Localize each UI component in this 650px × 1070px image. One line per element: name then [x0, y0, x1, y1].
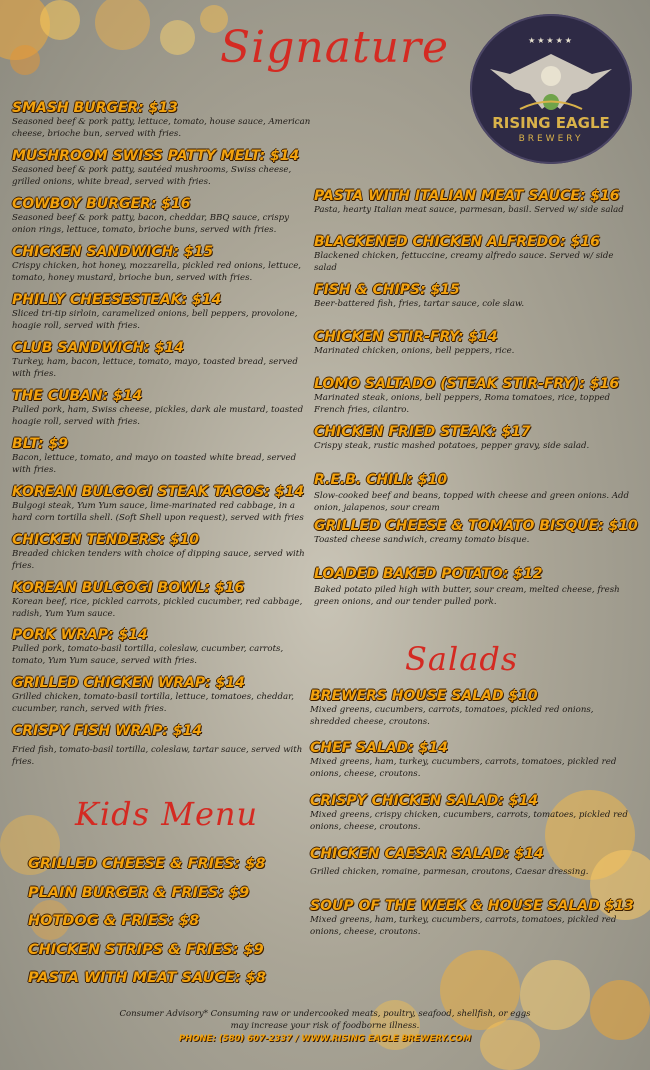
menu-item	[12, 148, 312, 188]
menu-item	[12, 532, 312, 572]
item-description: Crispy steak, rustic mashed potatoes, pepper gravy, side salad.	[314, 441, 590, 451]
item-name: CHEF SALAD: $14	[310, 740, 448, 756]
item-description: Seasoned beef & pork patty, sautéed mushrooms, Swiss cheese, grilled onions, white bread, served with fries.	[12, 165, 292, 187]
item-description: Turkey, ham, bacon, lettuce, tomato, mayo, toasted bread, served with fries.	[12, 357, 298, 379]
item-name: CHICKEN SANDWICH: $15	[12, 244, 214, 260]
kids-item: HOTDOG & FRIES: $8	[28, 913, 200, 929]
item-name: LOADED BAKED POTATO: $12	[314, 566, 543, 582]
item-description: Breaded chicken tenders with choice of dipping sauce, served with fries.	[12, 549, 305, 571]
item-name: CHICKEN TENDERS: $10	[12, 532, 200, 548]
item-description: Marinated chicken, onions, bell peppers, rice.	[314, 346, 515, 356]
kids-menu-heading: Kids Menu	[75, 795, 259, 833]
item-name: LOMO SALTADO (STEAK STIR-FRY): $16	[314, 376, 620, 392]
item-description: Slow-cooked beef and beans, topped with cheese and green onions. Add onion, jalapenos, sour cream	[314, 491, 630, 513]
menu-item	[310, 898, 636, 938]
item-description: Baked potato piled high with butter, sour cream, melted cheese, fresh green onions, and our tender pulled pork.	[314, 585, 620, 607]
item-description: Korean beef, rice, pickled carrots, pickled cucumber, red cabbage, radish, Yum Yum sauce.	[12, 597, 303, 619]
item-description: Mixed greens, ham, turkey, cucumbers, carrots, tomatoes, pickled red onions, cheese, croutons.	[310, 757, 617, 779]
menu-item	[12, 100, 312, 140]
menu-item	[314, 424, 636, 453]
item-description: Sliced tri-tip sirloin, caramelized onions, bell peppers, provolone, hoagie roll, served with fries.	[12, 309, 298, 331]
menu-item	[314, 566, 636, 608]
consumer-advisory: may increase your risk of foodborne illness.	[230, 1021, 420, 1031]
menu-item	[314, 376, 636, 416]
menu-item	[12, 484, 312, 524]
item-name: GRILLED CHEESE & TOMATO BISQUE: $10	[314, 518, 638, 534]
logo-name: RISING EAGLE	[492, 114, 610, 132]
menu-item	[310, 740, 636, 780]
contact-info: PHONE: (580) 607-2337 / WWW.RISING EAGLE BREWERY.COM	[178, 1034, 472, 1044]
item-name: PHILLY CHEESESTEAK: $14	[12, 292, 222, 308]
kids-item: PLAIN BURGER & FRIES: $9	[28, 885, 250, 901]
item-name: CRISPY CHICKEN SALAD: $14	[310, 793, 539, 809]
item-description: Blackened chicken, fettuccine, creamy alfredo sauce. Served w/ side salad	[314, 251, 614, 273]
item-description: Fried fish, tomato-basil tortilla, coleslaw, tartar sauce, served with fries.	[12, 745, 303, 767]
item-name: R.E.B. CHILI: $10	[314, 472, 448, 488]
menu-item	[314, 518, 636, 547]
item-name: MUSHROOM SWISS PATTY MELT: $14	[12, 148, 300, 164]
menu-item	[310, 688, 636, 728]
kids-item: CHICKEN STRIPS & FRIES: $9	[28, 942, 264, 958]
item-name: SMASH BURGER: $13	[12, 100, 178, 116]
item-description: Crispy chicken, hot honey, mozzarella, pickled red onions, lettuce, tomato, honey mustard, brioche bun, served with fries.	[12, 261, 302, 283]
item-description: Mixed greens, ham, turkey, cucumbers, carrots, tomatoes, pickled red onions, cheese, croutons.	[310, 915, 617, 937]
menu-item	[310, 846, 636, 879]
item-name: PORK WRAP: $14	[12, 627, 148, 643]
item-name: PASTA WITH ITALIAN MEAT SAUCE: $16	[314, 188, 620, 204]
menu-item	[12, 292, 312, 332]
footer	[80, 1008, 570, 1044]
menu-item	[12, 436, 312, 476]
item-description: Mixed greens, cucumbers, carrots, tomatoes, pickled red onions, shredded cheese, croutons.	[310, 705, 594, 727]
menu-item	[12, 244, 312, 284]
bokeh-decoration	[95, 0, 150, 50]
item-name: CRISPY FISH WRAP: $14	[12, 723, 203, 739]
item-description: Grilled chicken, tomato-basil tortilla, lettuce, tomatoes, cheddar, cucumber, ranch, served with fries.	[12, 692, 295, 714]
bokeh-decoration	[160, 20, 195, 55]
item-description: Pulled pork, tomato-basil tortilla, coleslaw, cucumber, carrots, tomato, Yum Yum sauce, served with fries.	[12, 644, 284, 666]
item-description: Seasoned beef & pork patty, bacon, cheddar, BBQ sauce, crispy onion rings, lettuce, tomato, brioche buns, served with fries.	[12, 213, 290, 235]
item-description: Seasoned beef & pork patty, lettuce, tomato, house sauce, American cheese, brioche bun, served with fries.	[12, 117, 311, 139]
kids-item: PASTA WITH MEAT SAUCE: $8	[28, 970, 266, 986]
consumer-advisory: Consumer Advisory* Consuming raw or undercooked meats, poultry, seafood, shellfish, or eggs	[119, 1009, 531, 1019]
menu-item	[12, 388, 312, 428]
item-name: KOREAN BULGOGI STEAK TACOS: $14	[12, 484, 305, 500]
item-name: BLT: $9	[12, 436, 69, 452]
menu-item	[310, 793, 636, 833]
item-description: Beer-battered fish, fries, tartar sauce, cole slaw.	[314, 299, 525, 309]
menu-item	[12, 340, 312, 380]
item-description: Mixed greens, crispy chicken, cucumbers, carrots, tomatoes, pickled red onions, cheese, croutons.	[310, 810, 628, 832]
item-description: Bacon, lettuce, tomato, and mayo on toasted white bread, served with fries.	[12, 453, 297, 475]
item-name: CHICKEN STIR-FRY: $14	[314, 329, 498, 345]
bokeh-decoration	[10, 45, 40, 75]
menu-item	[314, 188, 636, 217]
item-description: Bulgogi steak, Yum Yum sauce, lime-marinated red cabbage, in a hard corn tortilla shell. (Soft Shell upon request), served with fries	[12, 501, 304, 523]
item-description: Pulled pork, ham, Swiss cheese, pickles, dark ale mustard, toasted hoagie roll, served with fries.	[12, 405, 304, 427]
signature-heading: Signature	[220, 22, 450, 73]
item-name: THE CUBAN: $14	[12, 388, 143, 404]
kids-item: GRILLED CHEESE & FRIES: $8	[28, 856, 266, 872]
item-name: GRILLED CHICKEN WRAP: $14	[12, 675, 245, 691]
item-description: Grilled chicken, romaine, parmesan, croutons, Caesar dressing.	[310, 867, 589, 877]
item-name: BLACKENED CHICKEN ALFREDO: $16	[314, 234, 600, 250]
item-name: CHICKEN CAESAR SALAD: $14	[310, 846, 544, 862]
item-description: Pasta, hearty Italian meat sauce, parmesan, basil. Served w/ side salad	[314, 205, 624, 215]
menu-item	[12, 675, 312, 715]
menu-item	[314, 329, 636, 358]
menu-item	[12, 580, 312, 620]
salads-heading: Salads	[405, 640, 519, 678]
logo-subtitle: BREWERY	[518, 134, 584, 144]
item-name: CLUB SANDWICH: $14	[12, 340, 184, 356]
bokeh-decoration	[40, 0, 80, 40]
item-name: COWBOY BURGER: $16	[12, 196, 191, 212]
item-name: CHICKEN FRIED STEAK: $17	[314, 424, 531, 440]
menu-item	[12, 723, 312, 768]
bokeh-decoration	[590, 980, 650, 1040]
menu-item	[314, 472, 636, 514]
menu-item	[12, 196, 312, 236]
item-name: SOUP OF THE WEEK & HOUSE SALAD $13	[310, 898, 634, 914]
menu-item	[314, 282, 636, 311]
menu-item	[12, 627, 312, 667]
item-description: Toasted cheese sandwich, creamy tomato bisque.	[314, 535, 530, 545]
item-name: KOREAN BULGOGI BOWL: $16	[12, 580, 245, 596]
menu-item	[314, 234, 636, 274]
item-name: BREWERS HOUSE SALAD $10	[310, 688, 538, 704]
brewery-logo	[470, 14, 632, 164]
logo-stars: ★★★★★	[528, 36, 574, 45]
item-name: FISH & CHIPS: $15	[314, 282, 460, 298]
item-description: Marinated steak, onions, bell peppers, Roma tomatoes, rice, topped French fries, cilantro.	[314, 393, 611, 415]
